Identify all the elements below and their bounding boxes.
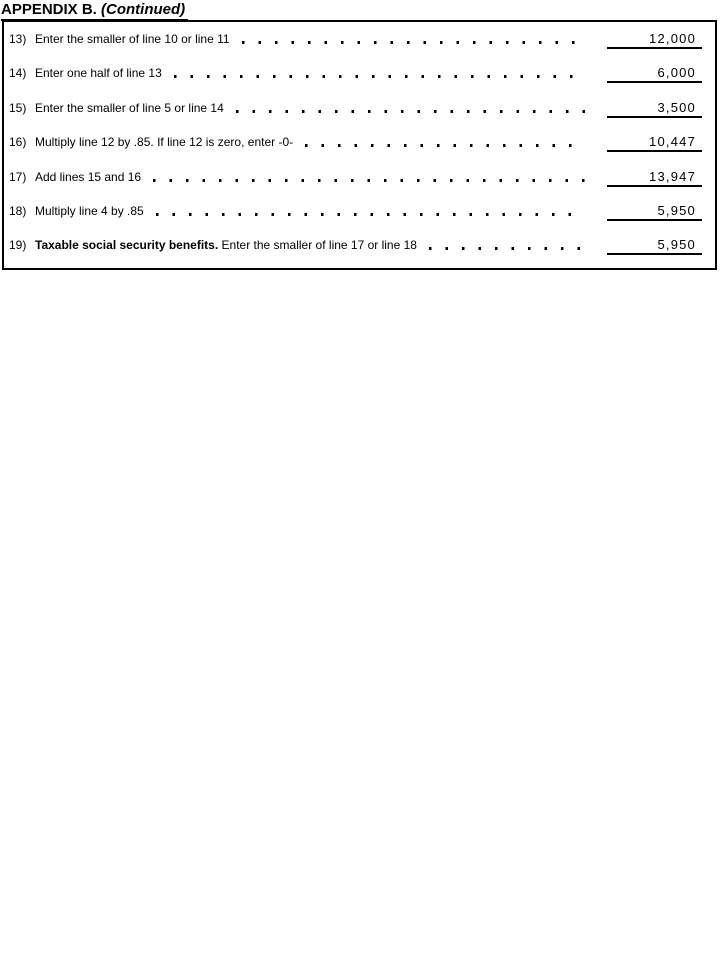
worksheet-box <box>2 20 717 270</box>
worksheet-row-13 <box>9 22 702 49</box>
row-label-text: Multiply line 12 by .85. If line 12 is zero, enter -0- <box>35 135 294 150</box>
dot-leader <box>174 75 585 78</box>
row-number: 18) <box>9 203 27 218</box>
appendix-header <box>1 1 188 21</box>
row-amount: 5,950 <box>607 203 702 221</box>
row-amount: 3,500 <box>607 100 702 118</box>
worksheet-row-14 <box>9 49 702 83</box>
row-label <box>35 135 293 152</box>
row-number: 15) <box>9 100 27 115</box>
row-number: 14) <box>9 66 27 81</box>
row-label-text: Multiply line 4 by .85 <box>35 203 144 218</box>
dot-leader <box>153 179 585 182</box>
row-label <box>35 204 144 221</box>
row-label <box>35 66 162 83</box>
row-number: 13) <box>9 32 27 46</box>
row-number: 16) <box>9 135 27 150</box>
row-amount: 6,000 <box>607 65 702 83</box>
dot-leader <box>242 41 585 44</box>
row-number: 19) <box>9 238 27 253</box>
row-label <box>35 170 141 187</box>
row-label <box>35 101 224 118</box>
row-amount: 5,950 <box>607 237 702 255</box>
worksheet-row-17 <box>9 152 702 186</box>
dot-leader <box>429 247 585 250</box>
row-label <box>35 32 230 49</box>
worksheet-row-15 <box>9 83 702 117</box>
appendix-title: APPENDIX B. <box>1 1 97 18</box>
dot-leader <box>305 144 585 147</box>
worksheet-row-19 <box>9 221 702 255</box>
row-label-text: Enter the smaller of line 5 or line 14 <box>35 100 224 115</box>
row-amount: 12,000 <box>607 31 702 49</box>
row-number: 17) <box>9 169 27 184</box>
worksheet-row-16 <box>9 118 702 152</box>
worksheet-row-18 <box>9 187 702 221</box>
row-label-text: Enter the smaller of line 10 or line 11 <box>35 32 230 46</box>
row-amount: 13,947 <box>607 169 702 187</box>
row-label-text: Enter one half of line 13 <box>35 66 162 81</box>
row-label-bold: Taxable social security benefits. <box>35 238 219 253</box>
row-label-text: Add lines 15 and 16 <box>35 169 142 184</box>
row-label <box>35 238 417 255</box>
row-amount: 10,447 <box>607 134 702 152</box>
row-label-text: Enter the smaller of line 17 or line 18 <box>218 238 417 253</box>
dot-leader <box>236 110 585 113</box>
continued-label: (Continued) <box>101 1 186 18</box>
dot-leader <box>156 213 585 216</box>
